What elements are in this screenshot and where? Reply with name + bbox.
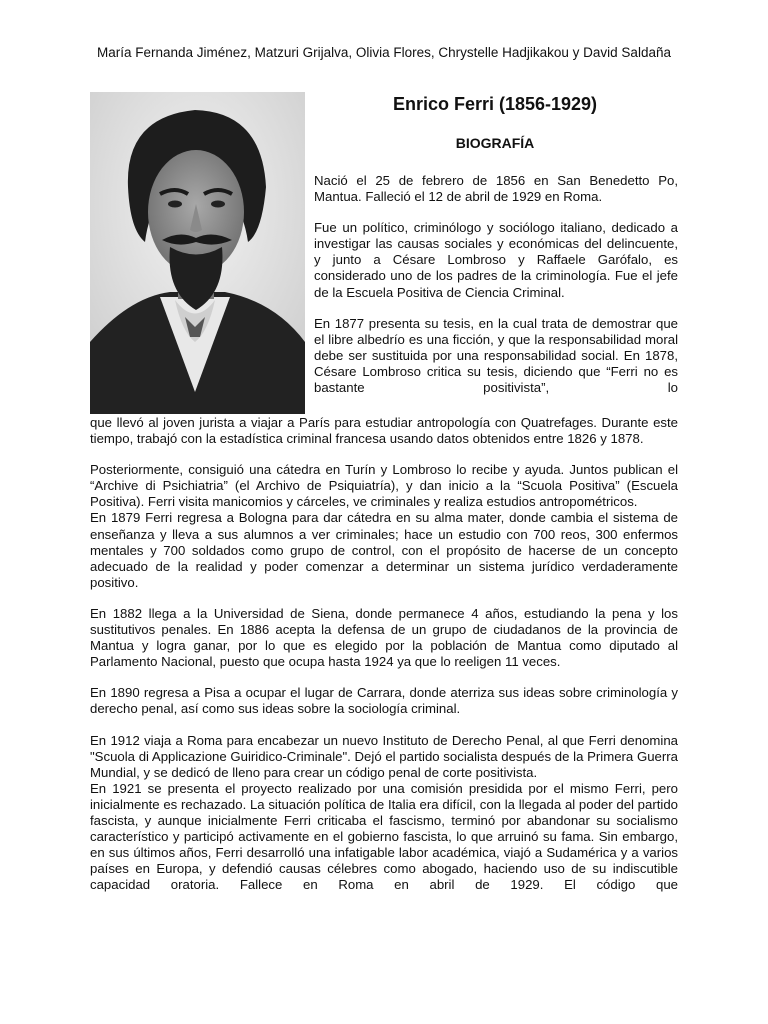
portrait-photo-icon: [90, 92, 305, 414]
paragraph-1921: En 1921 se presenta el proyecto realizado por una comisión presidida por el mismo Ferri, pero inicialmente es rechazado. La situación política de Italia era difícil, con la llegada al poder del partido fascista, y aunque inicialmente Ferri criticaba el fascismo, terminó por abandonar su socialismo característico y participó activamente en el gobierno fascista, lo que arruinó su fama. Sin embargo, en sus últimos años, Ferri desarrolló una infatigable labor académica, viajó a Sudamérica y a varios países en Europa, y defendió causas célebres como abogado, haciendo uso de su indiscutible capacidad oratoria. Fallece en Roma en abril de 1929. El código que: [90, 780, 678, 893]
page-title: Enrico Ferri (1856-1929): [392, 94, 598, 114]
paragraph-birth: Nació el 25 de febrero de 1856 en San Benedetto Po, Mantua. Falleció el 12 de abril de 1929 en Roma.: [314, 173, 678, 205]
portrait-photo: [90, 92, 305, 414]
paragraph-thesis-start: En 1877 presenta su tesis, en la cual trata de demostrar que el libre albedrío es una ficción, y que la responsabilidad moral debe ser sustituida por una responsabilidad social. En 1878, Césare Lombroso critica su tesis, diciendo que “Ferri no es bastante positivista”, lo: [314, 315, 678, 396]
body-text: [90, 415, 678, 893]
paragraph-thesis-end: que llevó al joven jurista a viajar a París para estudiar antropología con Quatrefages. Durante este tiempo, trabajó con la estadística criminal francesa usando datos obtenidos entre 1826 y 1878.: [90, 415, 678, 447]
author-line: María Fernanda Jiménez, Matzuri Grijalva, Olivia Flores, Chrystelle Hadjikakou y David Saldaña: [97, 45, 671, 60]
right-column-text: [314, 173, 678, 396]
paragraph-pisa: En 1890 regresa a Pisa a ocupar el lugar de Carrara, donde aterriza sus ideas sobre criminología y derecho penal, así como sus ideas sobre la sociología criminal.: [90, 685, 678, 717]
paragraph-intro: Fue un político, criminólogo y sociólogo italiano, dedicado a investigar las causas sociales y económicas del delincuente, y junto a Césare Lombroso y Raffaele Garófalo, es considerado uno de los padres de la criminología. Fue el jefe de la Escuela Positiva de Ciencia Criminal.: [314, 220, 678, 300]
paragraph-turin: Posteriormente, consiguió una cátedra en Turín y Lombroso lo recibe y ayuda. Juntos publican el “Archive di Psichiatria” (el Archivo de Psiquiatría), y dan inicio a la “Scuola Positiva” (Escuela Positiva). Ferri visita manicomios y cárceles, ve criminales y realiza estudios antropométricos.: [90, 462, 678, 510]
paragraph-siena: En 1882 llega a la Universidad de Siena, donde permanece 4 años, estudiando la pena y los sustitutivos penales. En 1886 acepta la defensa de un grupo de ciudadanos de la provincia de Mantua y logra ganar, por lo que es elegido por la población de Mantua como diputado al Parlamento Nacional, puesto que ocupa hasta 1924 ya que lo reeligen 11 veces.: [90, 605, 678, 670]
section-heading: BIOGRAFÍA: [455, 135, 535, 151]
paragraph-roma: En 1912 viaja a Roma para encabezar un nuevo Instituto de Derecho Penal, al que Ferri denomina "Scuola di Applicazione Guiridico-Criminale". Dejó el partido socialista después de la Primera Guerra Mundial, y se dedicó de lleno para crear un código penal de corte positivista.: [90, 732, 678, 780]
paragraph-bologna: En 1879 Ferri regresa a Bologna para dar cátedra en su alma mater, donde cambia el sistema de enseñanza y lleva a sus alumnos a ver criminales; hace un estudio con 700 reos, 300 enfermos mentales y 700 soldados como grupo de control, con el propósito de hacerse de un concepto adecuado de la realidad y poder comenzar a determinar un sistema jurídico verdaderamente positivo.: [90, 510, 678, 590]
